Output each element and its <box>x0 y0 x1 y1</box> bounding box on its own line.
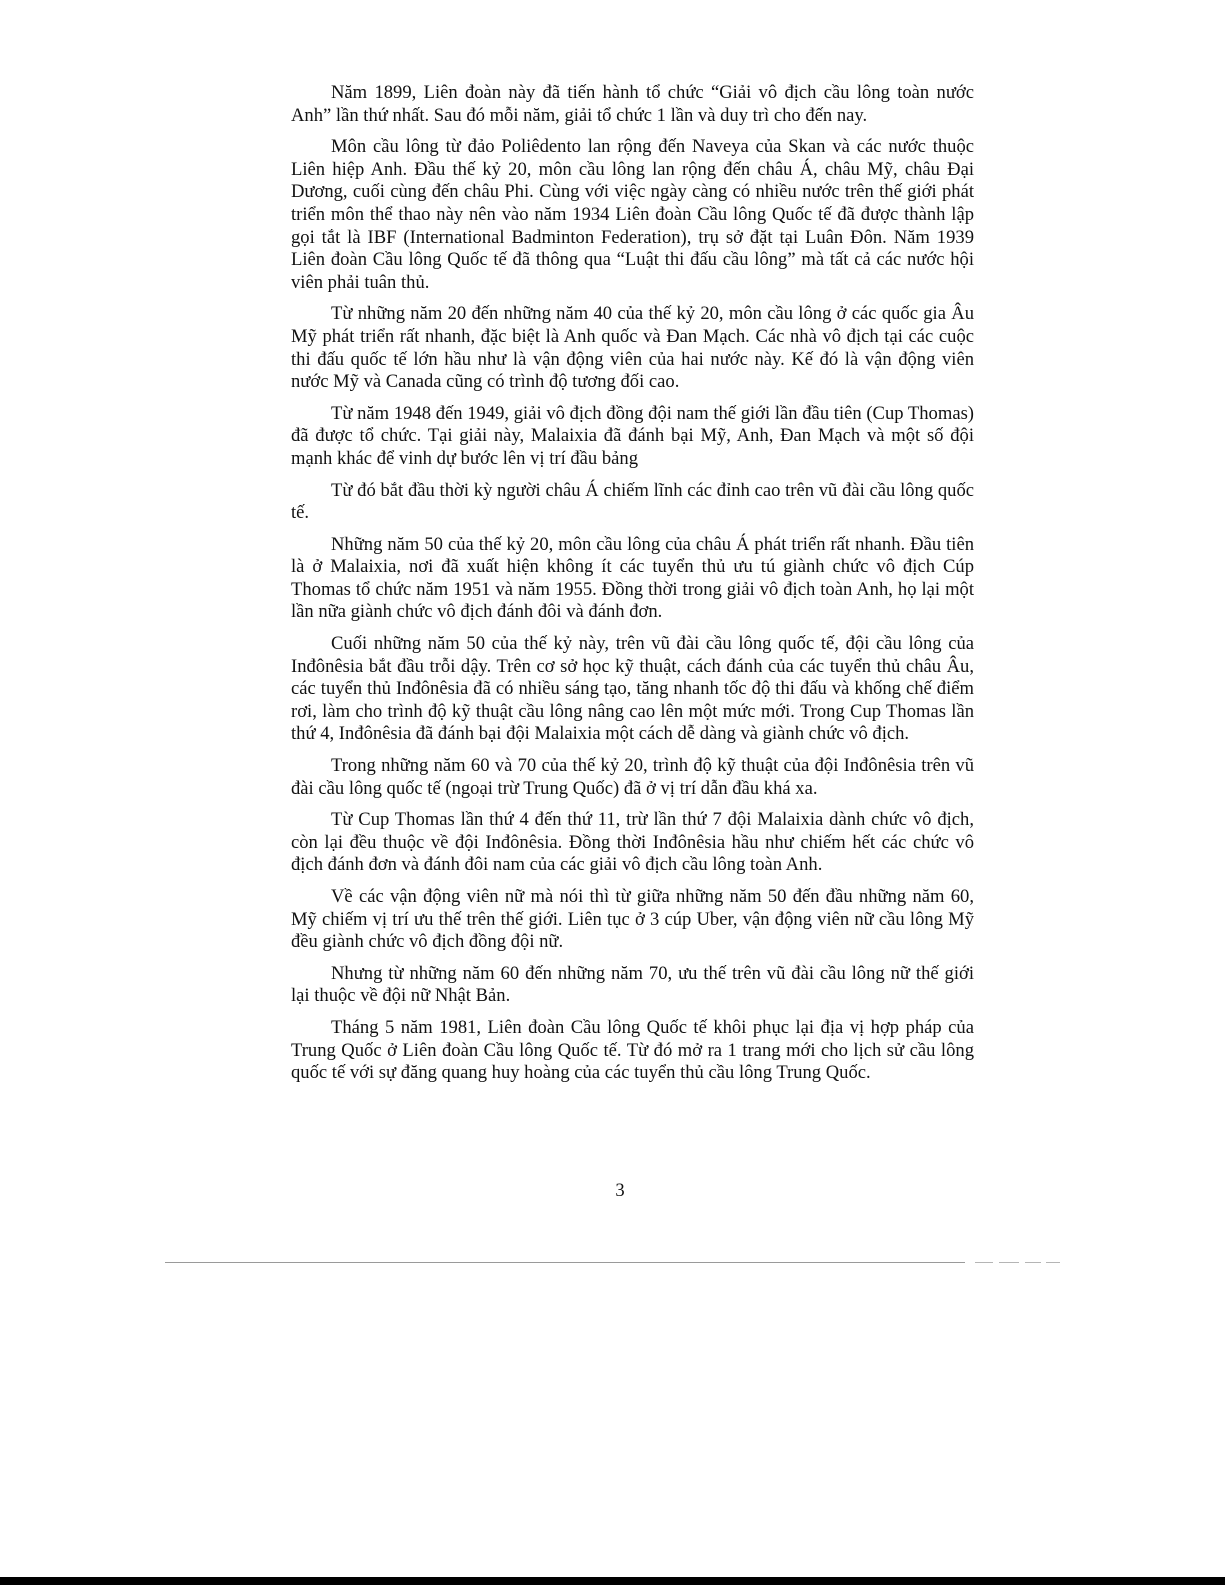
paragraph: Trong những năm 60 và 70 của thế kỷ 20, trình độ kỹ thuật của đội Inđônêsia trên vũ đài cầu lông quốc tế (ngoại trừ Trung Quốc) đã ở vị trí dẫn đầu khá xa. <box>291 755 974 799</box>
paragraph: Từ đó bắt đầu thời kỳ người châu Á chiếm lĩnh các đỉnh cao trên vũ đài cầu lông quốc tế. <box>291 479 974 524</box>
divider-dash <box>999 1262 1019 1263</box>
paragraph: Từ Cup Thomas lần thứ 4 đến thứ 11, trừ lần thứ 7 đội Malaixia dành chức vô địch, còn lại đều thuộc về đội Inđônêsia. Đồng thời Inđônêsia hầu như chiếm hết các chức vô địch đánh đơn và đánh đôi nam của các giải vô địch cầu lông toàn Anh. <box>291 809 974 876</box>
paragraph: Từ năm 1948 đến 1949, giải vô địch đồng đội nam thế giới lần đầu tiên (Cup Thomas) đã được tổ chức. Tại giải này, Malaixia đã đánh bại Mỹ, Anh, Đan Mạch và một số đội mạnh khác để vinh dự bước lên vị trí đầu bảng <box>291 402 974 469</box>
paragraph: Môn cầu lông từ đảo Poliêdento lan rộng đến Naveya của Skan và các nước thuộc Liên hiệp Anh. Đầu thế kỷ 20, môn cầu lông lan rộng đến châu Á, châu Mỹ, châu Đại Dương, cuối cùng đến châu Phi. Cùng với việc ngày càng có nhiều nước trên thế giới phát triển môn thể thao này nên vào năm 1934 Liên đoàn Cầu lông Quốc tế đã được thành lập gọi tắt là IBF (International Badminton Federation), trụ sở đặt tại Luân Đôn. Năm 1939 Liên đoàn Cầu lông Quốc tế đã thông qua “Luật thi đấu cầu lông” mà tất cả các nước hội viên phải tuân thủ. <box>291 136 974 293</box>
divider-dash <box>975 1262 993 1263</box>
paragraph: Những năm 50 của thế kỷ 20, môn cầu lông của châu Á phát triển rất nhanh. Đầu tiên là ở Malaixia, nơi đã xuất hiện không ít các tuyển thủ ưu tú giành chức vô địch Cúp Thomas tổ chức năm 1951 và năm 1955. Đồng thời trong giải vô địch toàn Anh, họ lại một lần nữa giành chức vô địch đánh đôi và đánh đơn. <box>291 533 974 623</box>
paragraph: Tháng 5 năm 1981, Liên đoàn Cầu lông Quốc tế khôi phục lại địa vị hợp pháp của Trung Quốc ở Liên đoàn Cầu lông Quốc tế. Từ đó mở ra 1 trang mới cho lịch sử cầu lông quốc tế với sự đăng quang huy hoàng của các tuyển thủ cầu lông Trung Quốc. <box>291 1016 974 1084</box>
bottom-edge-bar <box>0 1577 1225 1585</box>
paragraph: Về các vận động viên nữ mà nói thì từ giữa những năm 50 đến đầu những năm 60, Mỹ chiếm vị trí ưu thế trên thế giới. Liên tục ở 3 cúp Uber, vận động viên nữ cầu lông Mỹ đều giành chức vô địch đồng đội nữ. <box>291 886 974 953</box>
divider-dash <box>1046 1262 1060 1263</box>
paragraph: Năm 1899, Liên đoàn này đã tiến hành tổ chức “Giải vô địch cầu lông toàn nước Anh” lần thứ nhất. Sau đó mỗi năm, giải tổ chức 1 lần và duy trì cho đến nay. <box>291 82 974 126</box>
page-number: 3 <box>615 1180 625 1201</box>
page-bottom-divider <box>165 1262 965 1263</box>
divider-dash <box>1025 1262 1041 1263</box>
paragraph: Từ những năm 20 đến những năm 40 của thế kỷ 20, môn cầu lông ở các quốc gia Âu Mỹ phát triển rất nhanh, đặc biệt là Anh quốc và Đan Mạch. Các nhà vô địch tại các cuộc thi đấu quốc tế lớn hầu như là vận động viên của hai nước này. Kế đó là vận động viên nước Mỹ và Canada cũng có trình độ tương đối cao. <box>291 303 974 393</box>
page-body <box>291 82 974 1094</box>
paragraph: Cuối những năm 50 của thế kỷ này, trên vũ đài cầu lông quốc tế, đội cầu lông của Inđônêsia bắt đầu trỗi dậy. Trên cơ sở học kỹ thuật, cách đánh của các tuyển thủ châu Âu, các tuyển thủ Inđônêsia đã có nhiều sáng tạo, tăng nhanh tốc độ thi đấu và khống chế điểm rơi, làm cho trình độ kỹ thuật cầu lông nâng cao lên một mức mới. Trong Cup Thomas lần thứ 4, Inđônêsia đã đánh bại đội Malaixia một cách dễ dàng và giành chức vô địch. <box>291 633 974 745</box>
paragraph: Nhưng từ những năm 60 đến những năm 70, ưu thế trên vũ đài cầu lông nữ thế giới lại thuộc về đội nữ Nhật Bản. <box>291 962 974 1007</box>
